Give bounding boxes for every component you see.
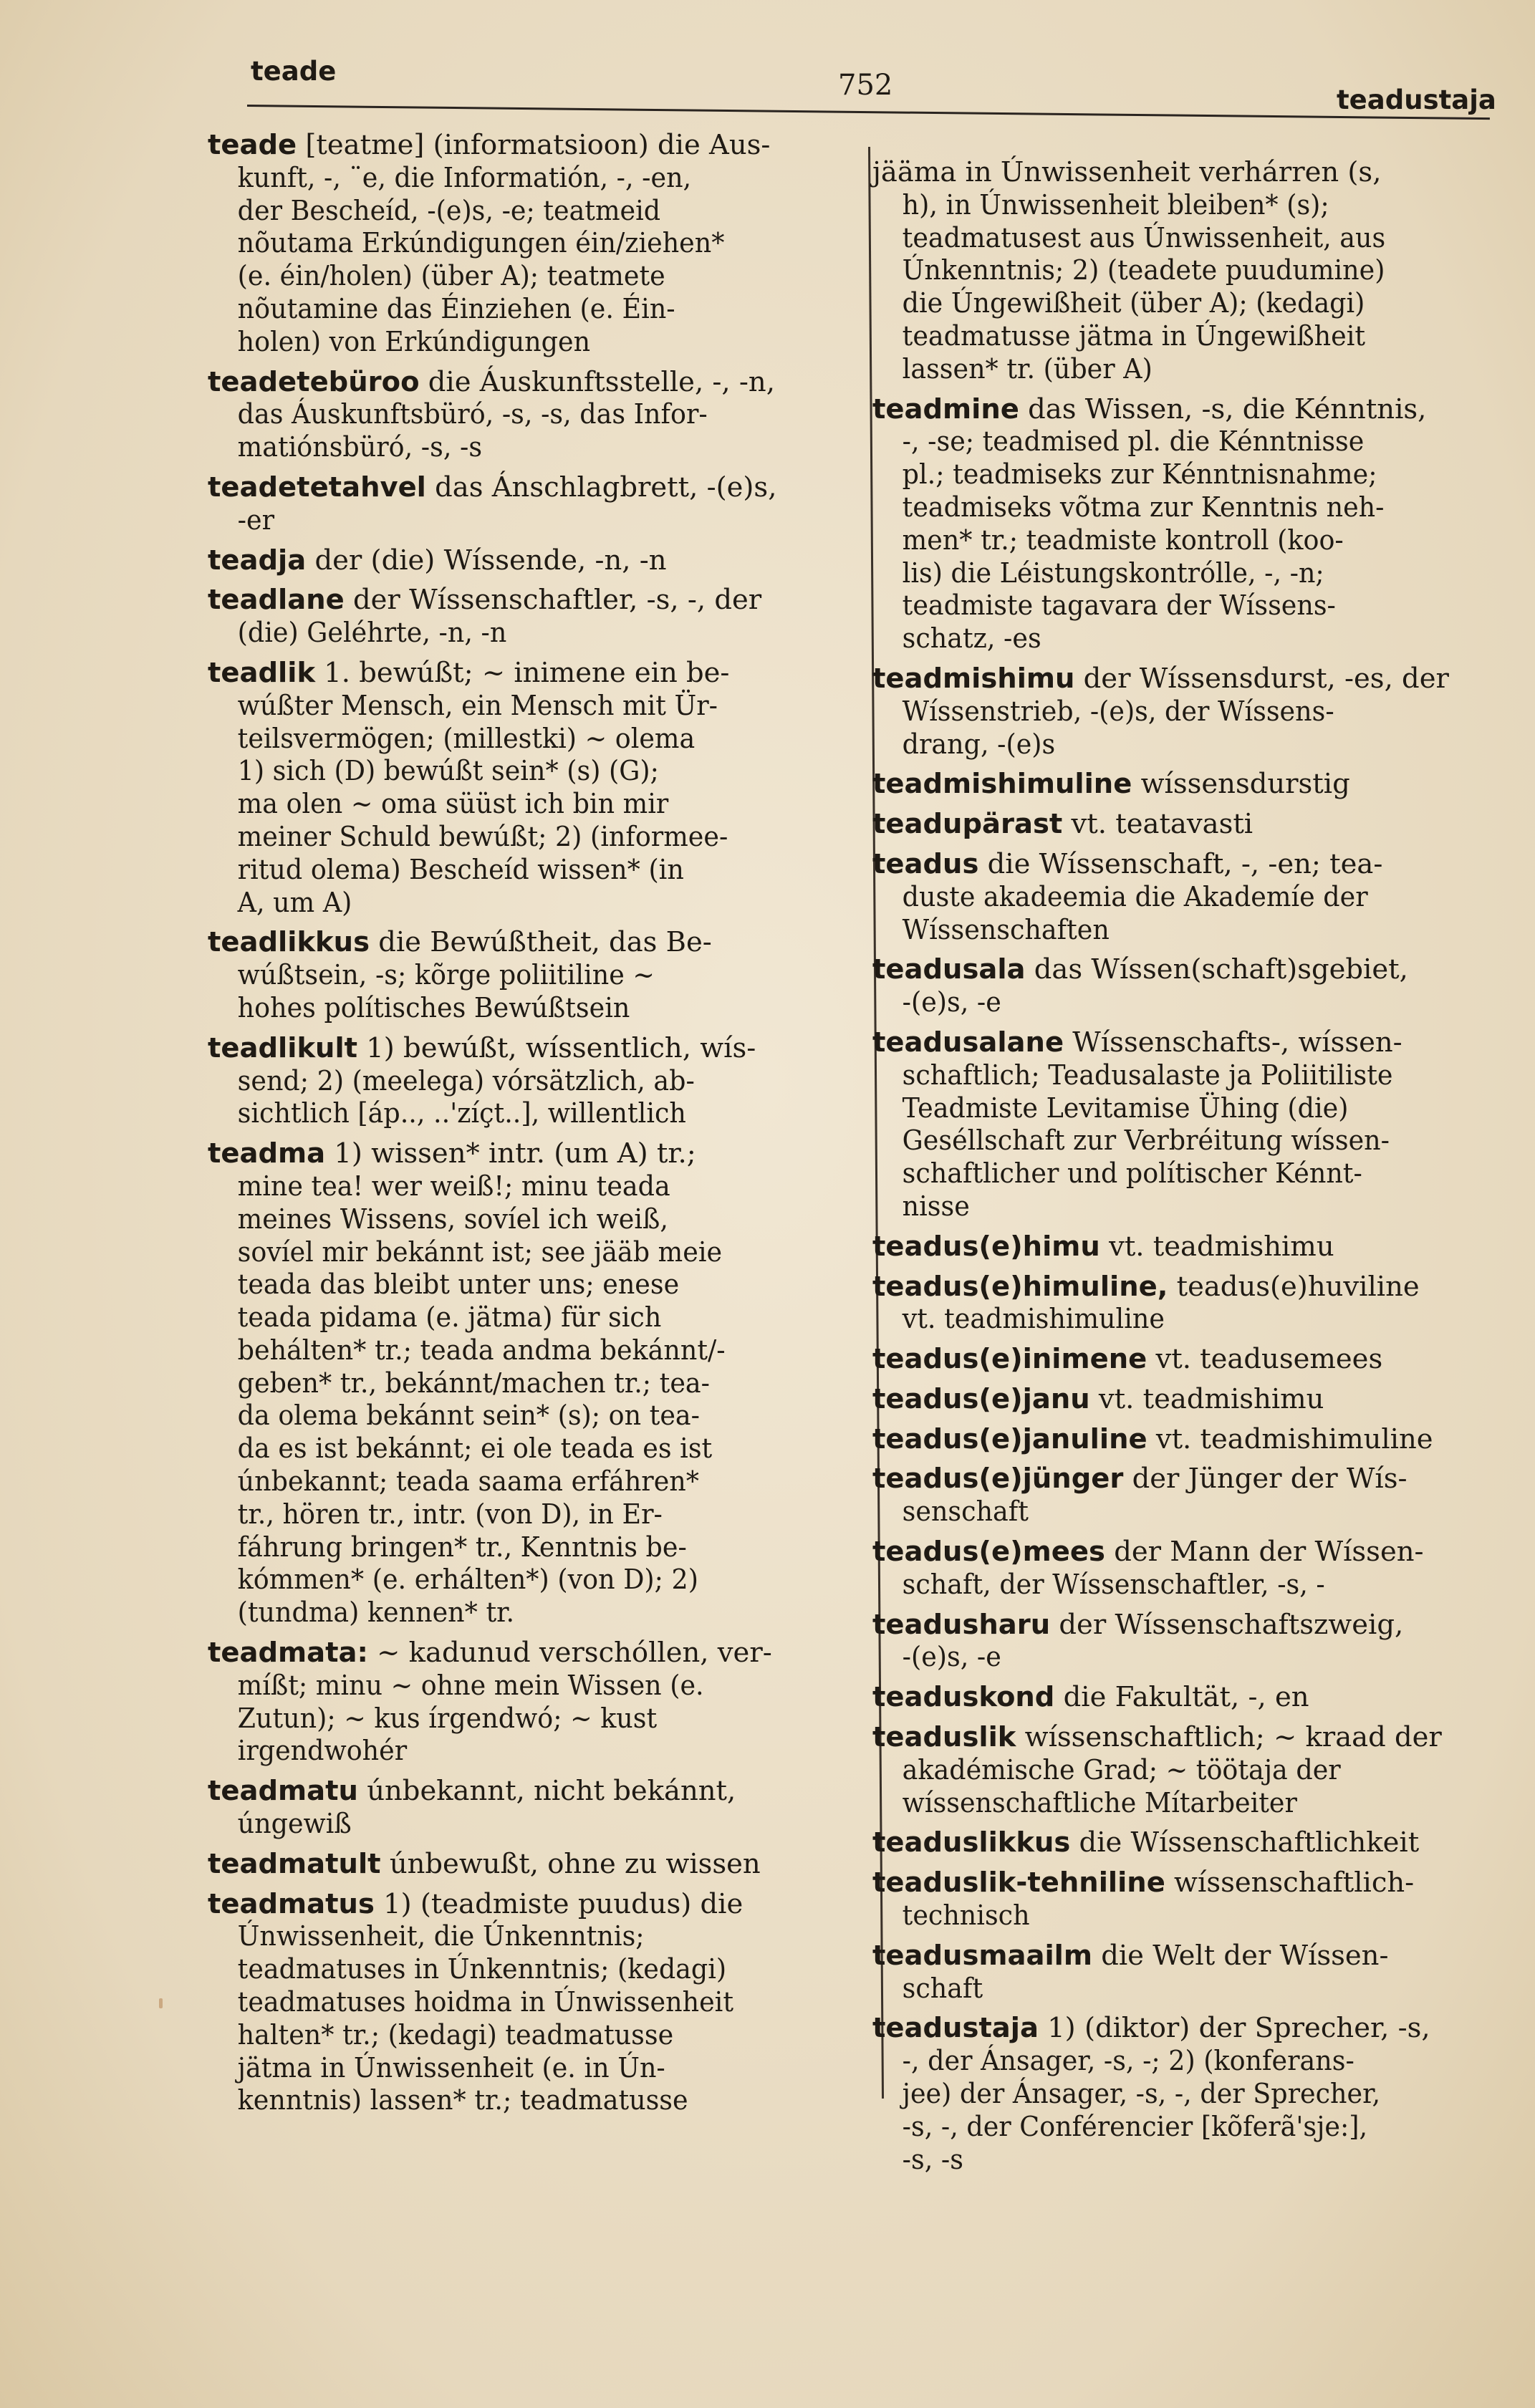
entry-line: -(e)s, -e: [902, 986, 1001, 1019]
entry-line: schaftlich; Teadusalaste ja Poliitiliste: [902, 1059, 1393, 1092]
entry-line: Wíssenstrieb, -(e)s, der Wíssens-: [902, 695, 1334, 728]
entry-line: teadmata: ~ kadunud verschóllen, ver-: [208, 1637, 772, 1670]
entry-line: teadlikult 1) bewúßt, wíssentlich, wís-: [208, 1031, 756, 1064]
entry-line: nõutama Erkúndigungen éin/ziehen*: [237, 227, 725, 260]
page-number: 752: [838, 69, 893, 102]
dictionary-entry: [208, 1137, 802, 1629]
headword: teadmatus: [208, 1887, 375, 1920]
entry-line: nõutamine das Éinziehen (e. Éin-: [237, 292, 675, 325]
entry-line: kómmen* (e. erhálten*) (von D); 2): [237, 1564, 698, 1596]
dictionary-entry: [872, 953, 1467, 1019]
entry-line: teadmatuses in Únkenntnis; (kedagi): [237, 1953, 727, 1986]
entry-line: teadetetahvel das Ánschlagbrett, -(e)s,: [208, 471, 777, 504]
headword: teadetetahvel: [208, 471, 426, 504]
entry-line: sichtlich [áp.., ..'zíçt..], willentlich: [237, 1097, 686, 1130]
entry-line: teadus(e)mees der Mann der Wíssen-: [872, 1536, 1424, 1569]
dictionary-entry: [872, 1423, 1467, 1456]
entry-line: teadupärast vt. teatavasti: [872, 808, 1253, 841]
dictionary-entry: [208, 1888, 802, 2118]
dictionary-entry: [208, 471, 802, 537]
entry-line: míßt; minu ~ ohne mein Wissen (e.: [237, 1669, 704, 1702]
entry-line: kenntnis) lassen* tr.; teadmatusse: [237, 2084, 688, 2117]
running-head-right: teadustaja: [1337, 85, 1496, 115]
dictionary-entry: [872, 808, 1467, 841]
entry-line: tr., hören tr., intr. (von D), in Er-: [237, 1498, 663, 1531]
entry-line: vt. teadmishimuline: [902, 1303, 1165, 1336]
entry-line: hohes polítisches Bewúßtsein: [237, 991, 630, 1024]
headword: teaduslik-tehniline: [872, 1867, 1165, 1899]
dictionary-entry: [872, 1940, 1467, 2005]
entry-line: Únkenntnis; 2) (teadete puudumine): [902, 254, 1385, 287]
headword: teadus(e)himuline,: [872, 1270, 1168, 1303]
entry-line: irgendwohér: [237, 1735, 408, 1768]
entry-line: teaduskond die Fakultät, -, en: [872, 1681, 1309, 1714]
dictionary-entry: [872, 1826, 1467, 1859]
entry-line: men* tr.; teadmiste kontroll (koo-: [902, 524, 1344, 557]
entry-line: geben* tr., bekánnt/machen tr.; tea-: [237, 1367, 710, 1400]
entry-line: duste akadeemia die Akademíe der: [902, 880, 1368, 913]
entry-line: mine tea! wer weiß!; minu teada: [237, 1170, 670, 1203]
dictionary-entry: [872, 393, 1467, 655]
headword: teadmine: [872, 392, 1019, 425]
headword: teadus: [872, 847, 979, 880]
entry-line: schaftlicher und polítischer Kénnt-: [902, 1157, 1362, 1190]
entry-line: kunft, -, ¨e, die Informatión, -, -en,: [237, 161, 692, 194]
entry-line: -s, -s: [902, 2143, 963, 2176]
entry-line: teadmishimu der Wíssensdurst, -es, der: [872, 662, 1449, 695]
headword: teadupärast: [872, 808, 1063, 841]
entry-line: meiner Schuld bewúßt; 2) (informee-: [237, 820, 728, 853]
entry-line: teadus(e)jünger der Jünger der Wís-: [872, 1463, 1408, 1496]
entry-line: teadusmaailm die Welt der Wíssen-: [872, 1939, 1389, 1972]
entry-line: teadmine das Wissen, -s, die Kénntnis,: [872, 392, 1427, 425]
entry-line: da olema bekánnt sein* (s); on tea-: [237, 1400, 700, 1432]
dictionary-entry: [872, 1867, 1467, 1932]
entry-line: die Úngewißheit (über A); (kedagi): [902, 287, 1365, 320]
headword: teadlikult: [208, 1031, 358, 1064]
entry-line: pl.; teadmiseks zur Kénntnisnahme;: [902, 458, 1377, 491]
entry-line: Geséllschaft zur Verbréitung wíssen-: [902, 1124, 1390, 1157]
headword: teadusalane: [872, 1026, 1064, 1059]
entry-line: senschaft: [902, 1496, 1029, 1528]
entry-line: teaduslik-tehniline wíssenschaftlich-: [872, 1867, 1415, 1899]
dictionary-entry: [208, 1848, 802, 1881]
entry-line: -, -se; teadmised pl. die Kénntnisse: [902, 425, 1365, 458]
entry-line: teadus(e)himu vt. teadmishimu: [872, 1230, 1334, 1263]
entry-line: teadlikkus die Bewúßtheit, das Be-: [208, 926, 712, 959]
entry-line: -er: [237, 504, 274, 536]
headword: teadus(e)januline: [872, 1422, 1147, 1455]
dictionary-entry: [208, 544, 802, 577]
entry-line: teadmatuses hoidma in Únwissenheit: [237, 1986, 733, 2019]
entry-line: wúßter Mensch, ein Mensch mit Ür-: [237, 689, 718, 722]
headword: teadus(e)janu: [872, 1382, 1090, 1415]
entry-line: teadmiseks võtma zur Kenntnis neh-: [902, 491, 1385, 524]
entry-line: ritud olema) Bescheíd wissen* (in: [237, 853, 684, 886]
entry-line: der Bescheíd, -(e)s, -e; teatmeid: [237, 194, 661, 227]
entry-line: teadus(e)himuline, teadus(e)huviline: [872, 1270, 1420, 1303]
headword: teadus(e)mees: [872, 1536, 1105, 1569]
entry-line: lis) die Léistungskontrólle, -, -n;: [902, 557, 1324, 589]
entry-line: 1) sich (D) bewúßt sein* (s) (G);: [237, 755, 659, 788]
entry-line: teada das bleibt unter uns; enese: [237, 1268, 680, 1301]
headword: teadma: [208, 1137, 326, 1170]
entry-line: teadus(e)januline vt. teadmishimuline: [872, 1422, 1433, 1455]
dictionary-entry: [872, 2012, 1467, 2176]
running-head-left: teade: [251, 56, 337, 87]
entry-line: jätma in Únwissenheit (e. in Ún-: [237, 2051, 665, 2084]
entry-line: matiónsbüró, -s, -s: [237, 431, 483, 464]
headword: teadmatu: [208, 1775, 358, 1808]
headword: teadlane: [208, 584, 345, 617]
entry-line: (tundma) kennen* tr.: [237, 1596, 515, 1629]
entry-line: halten* tr.; (kedagi) teadmatusse: [237, 2018, 674, 2051]
entry-line: teadmishimuline wíssensdurstig: [872, 768, 1350, 801]
dictionary-entry: [872, 1463, 1467, 1528]
entry-line: teadlik 1. bewúßt; ~ inimene ein be-: [208, 656, 730, 689]
headword: teadmishimu: [872, 662, 1075, 695]
headword: teadmishimuline: [872, 768, 1132, 801]
entry-line: schatz, -es: [902, 622, 1041, 655]
entry-line: úngewiß: [237, 1808, 352, 1841]
entry-line: teaduslikkus die Wíssenschaftlichkeit: [872, 1826, 1420, 1859]
entry-line: teade [teatme] (informatsioon) die Aus-: [208, 129, 771, 161]
entry-line: wúßtsein, -s; kõrge poliitiline ~: [237, 959, 655, 992]
entry-line: schaft, der Wíssenschaftler, -s, -: [902, 1568, 1325, 1601]
entry-line: teadmatusse jätma in Úngewißheit: [902, 319, 1366, 352]
entry-line: das Áuskunftsbüró, -s, -s, das Infor-: [237, 398, 708, 431]
entry-line: -s, -, der Conférencier [kõferã'sje:],: [902, 2110, 1368, 2143]
entry-line: teadetebüroo die Áuskunftsstelle, -, -n,: [208, 365, 775, 398]
entry-line: teada pidama (e. jätma) für sich: [237, 1301, 662, 1334]
entry-line: teadusalane Wíssenschafts-, wíssen-: [872, 1026, 1402, 1059]
entry-line: Únwissenheit, die Únkenntnis;: [237, 1920, 645, 1953]
dictionary-entry: [872, 1026, 1467, 1223]
entry-line: akadémische Grad; ~ töötaja der: [902, 1753, 1341, 1786]
entry-line: teadus(e)janu vt. teadmishimu: [872, 1382, 1324, 1415]
entry-line: teadmatu únbekannt, nicht bekánnt,: [208, 1775, 736, 1808]
dictionary-entry: [208, 926, 802, 1024]
dictionary-entry: [872, 1681, 1467, 1714]
entry-line: teadmatult únbewußt, ohne zu wissen: [208, 1847, 761, 1880]
entry-line: nisse: [902, 1190, 970, 1223]
entry-line: drang, -(e)s: [902, 728, 1056, 761]
entry-line: meines Wissens, sovíel ich weiß,: [237, 1203, 668, 1236]
entry-line: A, um A): [237, 886, 352, 919]
headword: teaduslikkus: [872, 1826, 1071, 1859]
entry-line: send; 2) (meelega) vórsätzlich, ab-: [237, 1064, 695, 1097]
entry-line: wíssenschaftliche Mítarbeiter: [902, 1786, 1297, 1819]
dictionary-entry: [872, 156, 1467, 386]
entry-line: jääma in Únwissenheit verhárren (s,: [872, 156, 1382, 188]
entry-line: teadmatusest aus Únwissenheit, aus: [902, 221, 1386, 254]
headword: teadusmaailm: [872, 1939, 1092, 1972]
entry-line: teadma 1) wissen* intr. (um A) tr.;: [208, 1137, 696, 1170]
entry-line: teadmatus 1) (teadmiste puudus) die: [208, 1887, 744, 1920]
headword: teadusala: [872, 953, 1026, 986]
left-column: [208, 129, 802, 2124]
dictionary-entry: [872, 1383, 1467, 1416]
dictionary-entry: [872, 768, 1467, 801]
headword: teadus(e)inimene: [872, 1343, 1147, 1376]
headword: teadlik: [208, 656, 316, 689]
headword: teaduslik: [872, 1721, 1016, 1754]
entry-line: fáhrung bringen* tr., Kenntnis be-: [237, 1531, 687, 1564]
entry-line: teadustaja 1) (diktor) der Sprecher, -s,: [872, 2012, 1430, 2045]
entry-line: Wíssenschaften: [902, 913, 1110, 946]
dictionary-entry: [872, 1609, 1467, 1675]
dictionary-entry: [208, 1775, 802, 1841]
headword: teadmata:: [208, 1637, 368, 1670]
entry-line: sovíel mir bekánnt ist; see jääb meie: [237, 1236, 723, 1268]
dictionary-entry: [872, 1536, 1467, 1602]
entry-line: -(e)s, -e: [902, 1641, 1001, 1674]
headword: teadmatult: [208, 1847, 381, 1880]
dictionary-entry: [872, 848, 1467, 946]
dictionary-entry: [208, 584, 802, 650]
dictionary-entry: [208, 129, 802, 359]
entry-line: (e. éin/holen) (über A); teatmete: [237, 260, 665, 293]
entry-line: -, der Ánsager, -s, -; 2) (konferans-: [902, 2045, 1354, 2078]
entry-line: teadlane der Wíssenschaftler, -s, -, der: [208, 584, 762, 617]
dictionary-entry: [208, 1032, 802, 1130]
dictionary-entry: [208, 366, 802, 464]
headword: teadus(e)jünger: [872, 1463, 1124, 1496]
right-column: [872, 156, 1467, 2183]
headword: teadetebüroo: [208, 365, 420, 398]
dictionary-entry: [872, 1721, 1467, 1819]
dictionary-entry: [208, 657, 802, 919]
entry-line: teadus(e)inimene vt. teadusemees: [872, 1343, 1383, 1376]
headword: teadus(e)himu: [872, 1230, 1100, 1263]
entry-line: lassen* tr. (über A): [902, 352, 1153, 385]
entry-line: ma olen ~ oma süüst ich bin mir: [237, 788, 669, 821]
entry-line: technisch: [902, 1899, 1030, 1932]
dictionary-entry: [872, 663, 1467, 761]
entry-line: teadmiste tagavara der Wíssens-: [902, 589, 1336, 622]
entry-line: jee) der Ánsager, -s, -, der Sprecher,: [902, 2078, 1381, 2111]
entry-line: teilsvermögen; (millestki) ~ olema: [237, 722, 696, 755]
headword: teadustaja: [872, 2012, 1039, 2045]
dictionary-entry: [208, 1637, 802, 1768]
entry-line: schaft: [902, 1972, 983, 2005]
entry-line: teaduslik wíssenschaftlich; ~ kraad der: [872, 1721, 1442, 1754]
dictionary-entry: [872, 1343, 1467, 1376]
entry-line: behálten* tr.; teada andma bekánnt/-: [237, 1334, 726, 1367]
entry-line: h), in Únwissenheit bleiben* (s);: [902, 188, 1329, 221]
entry-line: Teadmiste Levitamise Ühing (die): [902, 1092, 1349, 1124]
dictionary-entry: [872, 1231, 1467, 1263]
headword: teade: [208, 129, 297, 161]
headword: teadusharu: [872, 1608, 1051, 1641]
entry-line: únbekannt; teada saama erfáhren*: [237, 1465, 700, 1498]
entry-line: teadusharu der Wíssenschaftszweig,: [872, 1608, 1404, 1641]
headword: teadja: [208, 544, 307, 577]
dictionary-entry: [872, 1271, 1467, 1337]
entry-line: Zutun); ~ kus írgendwó; ~ kust: [237, 1702, 658, 1735]
entry-line: teadus die Wíssenschaft, -, -en; tea-: [872, 847, 1383, 880]
entry-line: (die) Geléhrte, -n, -n: [237, 617, 507, 650]
headword: teaduskond: [872, 1681, 1055, 1714]
entry-line: teadusala das Wíssen(schaft)sgebiet,: [872, 953, 1408, 986]
paper-mark: [159, 1998, 163, 2008]
headword: teadlikkus: [208, 926, 370, 959]
entry-line: holen) von Erkúndigungen: [237, 325, 591, 358]
entry-line: teadja der (die) Wíssende, -n, -n: [208, 544, 667, 577]
entry-line: da es ist bekánnt; ei ole teada es ist: [237, 1432, 713, 1465]
